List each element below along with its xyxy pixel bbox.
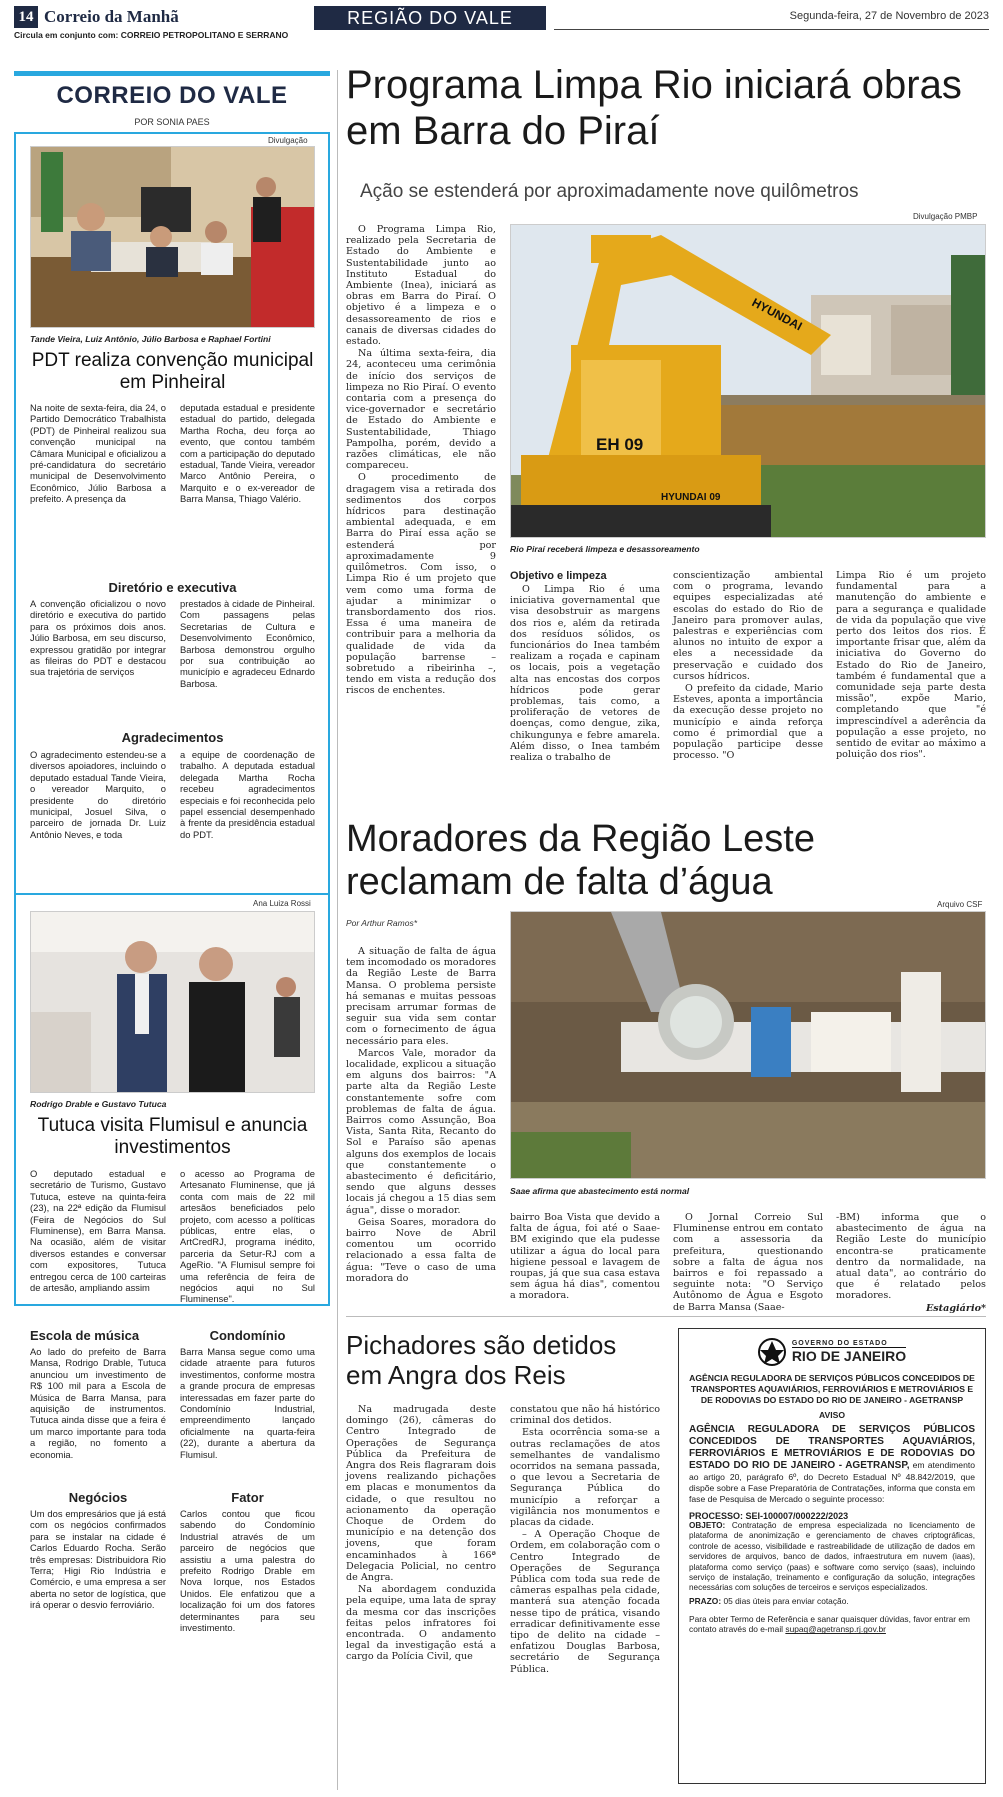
photo1-caption: Tande Vieira, Luiz Antônio, Júlio Barbosa e Raphael Fortini	[30, 334, 271, 344]
excavator-label2: HYUNDAI 09	[661, 492, 721, 503]
main-subhead: Ação se estenderá por aproximadamente nove quilômetros	[360, 181, 859, 202]
story2-col3	[673, 1212, 823, 1314]
photo2-caption: Rodrigo Drable e Gustavo Tutuca	[30, 1099, 167, 1109]
excavator-image	[511, 225, 986, 538]
story2-col3-p1: O Jornal Correio Sul Fluminense entrou em contato com a assessoria da prefeitura, questionando sobre a falta de água nos bairros e foi repassado a seguinte nota: "O Serviço Autônomo de Água e Esgoto de Barra Mansa (Saae-	[673, 1212, 823, 1313]
sub5-text: Barra Mansa segue como uma cidade atraente para futuros investimentos, conforme mostra a grande procura de empresas interessadas em fazer parte do Condomínio Industrial, empreendimento lançado oficialmente na quarta-feira (22), durante a abertura da Flumisul.	[180, 1346, 315, 1460]
aviso-label: AVISO	[818, 1410, 846, 1420]
story2-side-col2: o acesso ao Programa de Artesanato Fluminense, que já conta com mais de 22 mil artesãos beneficiados pelo projeto, com acesso a políticas públicas, entre elas, o ArtCredRJ, programa inédito, parceria da Setur-RJ com a AgeRio. "A Flumisul sempre foi uma referência de feira de negócios aqui no Sul Fluminense".	[180, 1168, 315, 1305]
ad-body	[689, 1424, 975, 1505]
main-headline: Programa Limpa Rio iniciará obras em Barra do Piraí	[346, 63, 962, 153]
main-col3-p2: O prefeito da cidade, Mario Esteves, aponta a importância da execução desse projeto no município e ainda reforça como é primordial que a população participe desse processo. "O	[673, 683, 823, 762]
story3-col2-p1: constatou que não há histórico criminal dos detidos.	[510, 1404, 661, 1427]
sub1-heading: Diretório e executiva	[108, 580, 237, 595]
main-col3-p1: conscientização ambiental com o programa, levando equipes especializadas até escolas do estado do Rio de Janeiro para promover aulas, palestras e experiências com alunos no intuito de expor a eles a necessidade da preservação e cuidado dos cursos hídricos.	[673, 570, 823, 682]
excavator-photo	[510, 224, 986, 538]
story2-byline: Por Arthur Ramos*	[346, 918, 418, 928]
story3-col2-p2: Esta ocorrência soma-se a outras reclamações de atos semelhantes de vandalismo ocorridos na semana passada, o que levou a Secretaria de Segurança Pública do município a reforçar a vigilância nos monumentos e placas da cidade.	[510, 1427, 660, 1529]
excavator-brand: HYUNDAI	[749, 295, 805, 334]
sub2-col1: O agradecimento estendeu-se a diversos apoiadores, incluindo o deputado estadual Tande Vieira, o vereador Marquito, o presidente do diretório municipal, Josuel Silva, o parceiro de jornada Dr. Luiz Antônio Neves, e toda	[30, 749, 166, 840]
sub1-col2: prestados à cidade de Pinheiral. Com passagens pelas Secretarias de Cultura e Desenvolvimento Econômico, Barbosa demonstrou orgulho por sua contribuição ao município e agradeceu Ednardo Barbosa.	[180, 598, 315, 689]
sub4-heading: Negócios	[68, 1490, 128, 1505]
main-col1	[346, 224, 496, 698]
photo1-credit: Divulgação	[268, 136, 308, 145]
story3-headline: Pichadores são detidos em Angra dos Reis	[346, 1330, 617, 1390]
state-seal-icon	[758, 1337, 786, 1367]
sidebar-divider	[337, 70, 338, 1790]
main-col2	[510, 570, 660, 764]
gov-line2: RIO DE JANEIRO	[791, 1348, 907, 1364]
water-meter-image	[511, 912, 986, 1179]
column-byline: POR SONIA PAES	[134, 117, 210, 127]
sub6-text: Carlos contou que ficou sabendo do Condomínio Industrial através de um parceiro de negócios que assistiu a uma palestra do prefeito Rodrigo Drable em Nova Iorque, nos Estados Unidos. Ele enfatizou que a localização foi um dos fatores determinantes para seu investimento.	[180, 1508, 315, 1634]
flumisul-photo-image	[31, 912, 315, 1093]
story2-photo-credit: Arquivo CSF	[937, 900, 983, 909]
photo2-credit: Ana Luiza Rossi	[253, 899, 311, 908]
header-rule	[554, 29, 989, 30]
ad-processo: PROCESSO: SEI-100007/000222/2023	[689, 1511, 849, 1521]
ad-objeto-text: Contratação de empresa especializada no licenciamento de plataforma de anonimização e gerenciamento de chaves criptográficas, controle de acesso, visibilidade e rastreabilidade de utilização de dados em servidores de arquivos, banco de dados, infraestrutura em nuvem (iaas), plataforma como serviço (paas) e software como serviço (saas), incluindo serviço de instalação, treinamento e configuração da solução, integrações necessárias com soluções de terceiros e serviços especializados.	[689, 1521, 975, 1593]
main-photo-caption: Rio Piraí receberá limpeza e desassoreamento	[510, 544, 700, 554]
sidebar-box-divider	[14, 893, 330, 895]
ad-prazo-label: PRAZO:	[689, 1595, 722, 1606]
ad-body-rest: em atendimento ao artigo 20, parágrafo 6º, do Decreto Estadual Nº 48.842/2019, que dispõe sobre a Fase Preparatória de Contratações, informa que consta em fase de Pesquisa de Mercado o seguinte processo:	[689, 1460, 976, 1504]
page-date: Segunda-feira, 27 de Novembro de 2023	[789, 10, 989, 22]
sub6-heading: Fator	[231, 1490, 264, 1505]
story3-col2	[510, 1404, 660, 1676]
story2-col4-p1: -BM) informa que o abastecimento de água na Região Leste do município encontra-se praticamente dentro da normalidade, na atual data", ao contrário do que é relatado pelos moradores.	[836, 1212, 986, 1302]
story2-side-title: Tutuca visita Flumisul e anuncia investimentos	[37, 1115, 308, 1158]
main-col3	[673, 570, 823, 762]
ad-contact	[689, 1614, 975, 1635]
gov-line1: GOVERNO DO ESTADO	[792, 1340, 906, 1348]
ad-prazo-text: 05 dias úteis para enviar cotação.	[723, 1595, 849, 1606]
sub4-text: Um dos empresários que já está com os negócios confirmados para se instalar na cidade é Carlos Eduardo Rocha. Serão três empresas: Distribuidora Rio Terra; Higi Rio Indústria e Comércio, e uma empresa a ser aberta no setor de logística, que irá operar o desvio ferroviário.	[30, 1508, 166, 1611]
ad-contact-text: Para obter Termo de Referência e sanar quaisquer dúvidas, favor entrar em contato através do e-mail	[689, 1613, 971, 1635]
story2-col4	[836, 1212, 986, 1315]
story2-headline: Moradores da Região Leste reclamam de falta d’água	[346, 818, 815, 903]
circulation-note: Circula em conjunto com: CORREIO PETROPOLITANO E SERRANO	[14, 30, 289, 40]
story2-side-col1: O deputado estadual e secretário de Turismo, Gustavo Tutuca, esteve na quinta-feira (23), na 22ª edição da Flumisul (Feira de Negócios do Sul Fluminense), em Barra Mansa. Na ocasião, além de visitar diversos estandes e conversar com expositores, Tutuca entregou cerca de 100 carteiras de artesão, ampliando assim	[30, 1168, 166, 1294]
story2-signoff: Estagiário*	[925, 1302, 986, 1314]
story3-col1	[346, 1404, 496, 1664]
main-col1-p1: O Programa Limpa Rio, realizado pela Secretaria de Estado do Ambiente e Sustentabilidade junto ao Instituto Estadual do Ambiente (Inea), iniciará as obras em Barra do Piraí. O objetivo é a limpeza e o desassoreamento de rios e canais de diversas cidades do estado.	[346, 224, 496, 348]
column-title: CORREIO DO VALE	[56, 82, 288, 109]
ad-objeto-label: OBJETO:	[689, 1521, 726, 1530]
story2-col1-p2: Marcos Vale, morador da localidade, explicou a situação em alguns dos bairros: "A parte alta da Região Leste constantemente sofre com problemas de falta de água. Bairros como Assunção, Boa Vista, Santa Rita, Recanto do Sol e Paraíso são apenas alguns dos exemplos de locais que constantemente o abastecimento é deficitário, sendo que alguns desses locais já chegou a 15 dias sem água", disse o morador.	[346, 1047, 496, 1216]
main-col1-p3: O procedimento de dragagem visa a retirada dos sedimentos dos corpos hídricos para destinação ambiental adequada, e em Barra do Piraí essa ação se estenderá por aproximadamente 9 quilômetros. Com isso, o Limpa Rio é um projeto que vem como uma forma de ajudar a minimizar o transbordamento dos rios. Essa é uma maneira de contribuir para a melhoria da qualidade de vida da população barrense – sobretudo a ribeirinha –, tendo em vista a redução dos riscos de enchentes.	[346, 472, 496, 697]
ad-prazo	[689, 1596, 975, 1606]
agetransp-ad	[678, 1328, 986, 1784]
story2-col1	[346, 946, 496, 1285]
main-col1-p2: Na última sexta-feira, dia 24, aconteceu uma cerimônia de início dos serviços de limpeza no Rio Piraí. O evento contaria com a presença do vice-governador e secretário de Estado do Ambiente e Sustentabilidade, Thiago Pampolha, porém, devido a razões climáticas, ele não compareceu.	[346, 348, 496, 472]
flumisul-photo	[30, 911, 315, 1093]
paper-name: Correio da Manhã	[44, 7, 179, 26]
ad-body-bold: AGÊNCIA REGULADORA DE SERVIÇOS PÚBLICOS CONCEDIDOS DE TRANSPORTES AQUAVIÁRIOS, FERROVIÁRIOS E METROVIÁRIOS E DE RODOVIAS DO ESTADO DO RIO DE JANEIRO - AGETRANSP,	[689, 1424, 975, 1471]
sub2-heading: Agradecimentos	[121, 730, 224, 745]
main-sub1: Objetivo e limpeza	[510, 570, 607, 582]
convention-photo-image	[31, 147, 315, 328]
sub3-heading: Escola de música	[30, 1328, 140, 1343]
water-meter-photo	[510, 911, 986, 1179]
story1-col1: Na noite de sexta-feira, dia 24, o Partido Democrático Trabalhista (PDT) de Pinheiral realizou sua convenção municipal na Câmara Municipal e oficializou a pré-candidatura do secretário municipal de Desenvolvimento Econômico, Júlio Barbosa a prefeito. A presença da	[30, 402, 166, 505]
gov-logo-row	[689, 1337, 975, 1367]
story3-col2-p3: – A Operação Choque de Ordem, em colaboração com o Centro Integrado de Operações de Segurança Pública com toda sua rede de câmeras espalhas pela cidade, manterá sua atenção focada nesse tipo de prática, visando erradicar definitivamente esse tipo de delito na cidade – enfatizou Douglas Barbosa, secretário de Segurança Pública.	[510, 1529, 660, 1675]
main-col4-p1: Limpa Rio é um projeto fundamental para a manutenção do ambiente e para a segurança e qualidade de vida da população que vive perto dos leitos dos rios. É importante frisar que, além da iniciativa do Governo do Estado do Rio de Janeiro, também é fundamental que a comunidade seja parte desta missão", expõe Mario, completando que "é imprescindível a aderência da população a esse projeto, no sentido de evitar ao máximo a poluição dos rios".	[836, 570, 986, 761]
ad-objeto	[689, 1521, 975, 1594]
section-banner: REGIÃO DO VALE	[314, 6, 546, 30]
story1-col2: deputada estadual e presidente estadual do partido, delegada Martha Rocha, deu força ao evento, que contou também com a participação do deputado estadual, Tande Vieira, vereador Marco Antônio Pereira, o Marquito e o ex-vereador de Barra Mansa, Thiago Valério.	[180, 402, 315, 505]
story3-col1-p2: Na abordagem conduzida pela equipe, uma lata de spray da mesma cor das inscrições feitas pelos infratores foi encontrada. O andamento legal da investigação está a cargo da Polícia Civil, que	[346, 1584, 496, 1663]
story2-col1-p3: Geisa Soares, moradora do bairro Nove de Abril comentou um ocorrido relacionado a essa falta de água: "Teve o caso de uma moradora do	[346, 1216, 496, 1284]
agency-block: AGÊNCIA REGULADORA DE SERVIÇOS PÚBLICOS CONCEDIDOS DE TRANSPORTES AQUAVIÁRIOS, FERROVIÁRIOS E METROVIÁRIOS E DE RODOVIAS DO ESTADO DO RIO DE JANEIRO - AGETRANSP	[689, 1373, 975, 1405]
main-col4	[836, 570, 986, 761]
story1-title: PDT realiza convenção municipal em Pinheiral	[31, 350, 314, 393]
sub5-heading: Condomínio	[209, 1328, 286, 1343]
ad-email-link[interactable]: supaq@agetransp.rj.gov.br	[785, 1624, 886, 1635]
excavator-label1: EH 09	[596, 435, 644, 454]
story2-photo-caption: Saae afirma que abastecimento está normal	[510, 1186, 690, 1196]
main-col2-p1: O Limpa Rio é uma iniciativa governamental que visa desobstruir as margens dos rios e, além da retirada dos resíduos sólidos, os funcionários do Inea também realizam a roçada e capinam os locais, pois a vegetação alta nas encostas dos corpos hídricos pode gerar problemas, tais como, a proliferação de vetores de doenças, como dengue, zika, chikungunya e febre amarela. Além disso, o Inea também realiza o trabalho de	[510, 584, 660, 764]
story2-col1-p1: A situação de falta de água tem incomodado os moradores da Região Leste de Barra Mansa. O problema persiste há semanas e muitas pessoas precisam arrumar formas de seguir sua vida sem contar com o fornecimento de água necessário para eles.	[346, 946, 496, 1047]
page-header	[14, 6, 989, 40]
sub1-col1: A convenção oficializou o novo diretório e executiva do partido para os próximos dois anos. Júlio Barbosa, em seu discurso, expressou gratidão por integrar as fileiras do PDT e destacou sua trajetória de serviços	[30, 598, 166, 678]
story2-rule	[346, 1316, 986, 1317]
story2-col2-p1: bairro Boa Vista que devido a falta de água, foi até o Saae-BM exigindo que ela pudesse utilizar a água do local para higiene pessoal e lavagem de roupas, já que sua casa estava sem água há dias", comentou a moradora.	[510, 1212, 660, 1302]
sub2-col2: a equipe de coordenação de trabalho. A deputada estadual delegada Martha Rocha recebeu agradecimentos especiais e foi reconhecida pelo papel essencial desempenhado à frente da presidência estadual do PDT.	[180, 749, 315, 840]
sidebar-top-bar	[14, 71, 330, 76]
main-photo-credit: Divulgação PMBP	[913, 212, 978, 221]
sub3-text: Ao lado do prefeito de Barra Mansa, Rodrigo Drable, Tutuca anunciou um investimento de R$ 100 mil para a Escola de Música de Barra Mansa, para aquisição de instrumentos. Tutuca ainda disse que a feira é um marco importante para toda a região, no fomento a economia.	[30, 1346, 166, 1460]
page-number: 14	[14, 6, 38, 28]
story2-col2	[510, 1212, 660, 1303]
convention-photo	[30, 146, 315, 328]
story3-col1-p1: Na madrugada deste domingo (26), câmeras do Centro Integrado de Operações de Segurança Pública da Prefeitura de Angra dos Reis flagraram dois jovens realizando pichações em placas e monumentos da cidade, o que resultou no acionamento da operação Choque de Ordem do município e na detenção dos jovens, que foram encaminhados à 166ª Delegacia Policial, no centro de Angra.	[346, 1404, 496, 1584]
